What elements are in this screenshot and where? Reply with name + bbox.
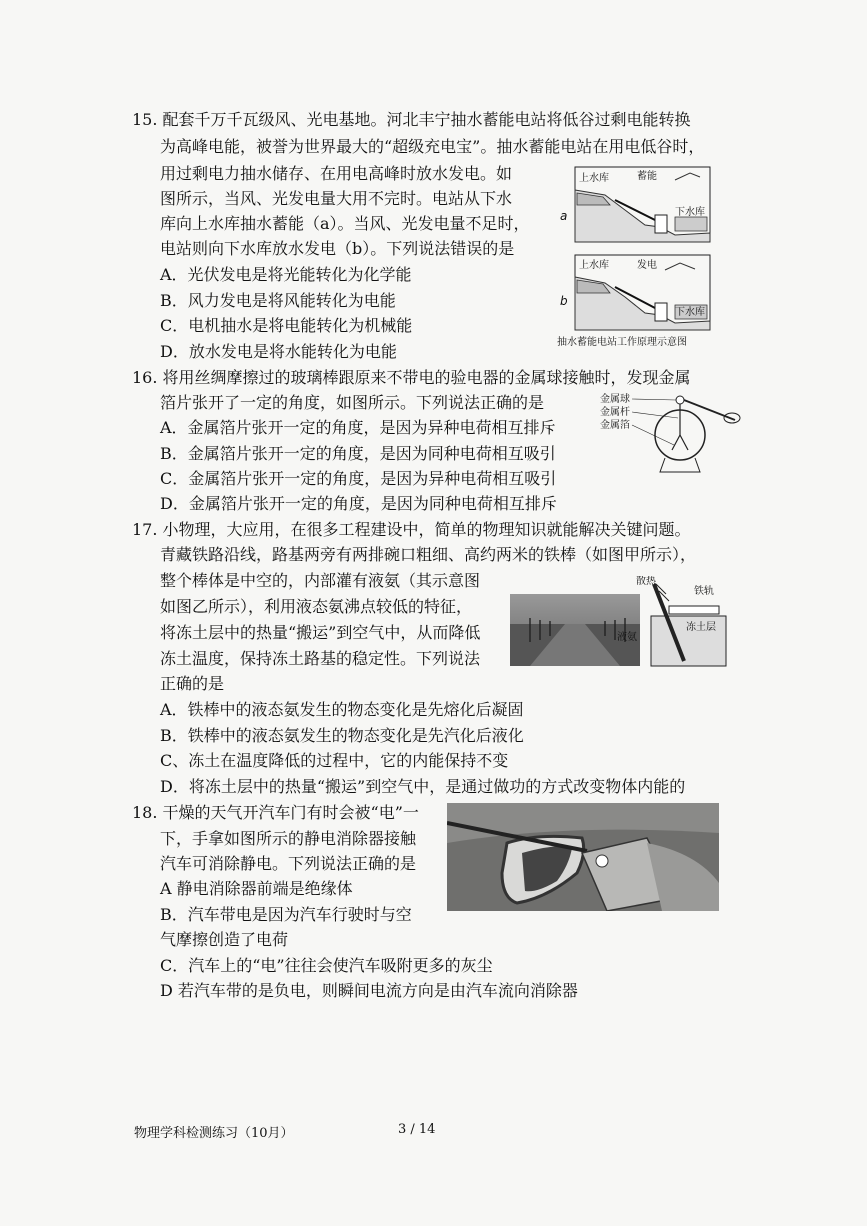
fig15-label-b: b xyxy=(560,294,568,308)
fig16-rod: 金属杆 xyxy=(600,407,630,418)
q15-line-5: 库向上水库抽水蓄能（a）。当风、光发电量不足时， xyxy=(160,214,530,233)
q17-line-3: 整个棒体是中空的，内部灌有液氨（其示意图 xyxy=(160,571,481,590)
q18-line-3: 汽车可消除静电。下列说法正确的是 xyxy=(160,854,417,873)
fig15-upper-res-b: 上水库 xyxy=(579,260,609,271)
q15-option-c: C．电机抽水是将电能转化为机械能 xyxy=(160,316,413,335)
fig15-storage: 蓄能 xyxy=(637,171,657,182)
q16-option-c: C．金属箔片张开一定的角度，是因为异种电荷相互吸引 xyxy=(160,469,557,488)
fig15-label-a: a xyxy=(560,209,568,223)
q15-option-d: D．放水发电是将水能转化为电能 xyxy=(160,342,397,361)
q18-option-a: A 静电消除器前端是绝缘体 xyxy=(160,879,353,898)
q17-option-a: A．铁棒中的液态氨发生的物态变化是先熔化后凝固 xyxy=(160,700,524,719)
fig15-caption: 抽水蓄能电站工作原理示意图 xyxy=(557,337,687,348)
q18-option-d: D 若汽车带的是负电，则瞬间电流方向是由汽车流向消除器 xyxy=(160,981,578,1000)
q17-option-b: B．铁棒中的液态氨发生的物态变化是先汽化后液化 xyxy=(160,726,524,745)
static-eliminator-photo xyxy=(447,803,719,911)
fig15-lower-res-a: 下水库 xyxy=(675,207,705,218)
fig16-foil: 金属箔 xyxy=(600,420,630,431)
ammonia-rod-diagram xyxy=(614,576,729,668)
q17-option-d: D．将冻土层中的热量“搬运”到空气中，是通过做功的方式改变物体内能的 xyxy=(160,777,686,796)
q15-line-2: 为高峰电能，被誉为世界最大的“超级充电宝”。抽水蓄能电站在用电低谷时， xyxy=(160,137,705,156)
fig17-ammonia: 液氨 xyxy=(617,632,637,643)
q16-option-b: B．金属箔片张开一定的角度，是因为同种电荷相互吸引 xyxy=(160,444,556,463)
q15-line-3: 用过剩电力抽水储存、在用电高峰时放水发电。如 xyxy=(160,164,513,183)
fig15-upper-res-a: 上水库 xyxy=(579,173,609,184)
page-number: 3 / 14 xyxy=(398,1122,436,1137)
q17-line-5: 将冻土层中的热量“搬运”到空气中，从而降低 xyxy=(160,623,481,642)
pumped-storage-diagram xyxy=(555,165,730,350)
q15-option-b: B．风力发电是将风能转化为电能 xyxy=(160,291,396,310)
q17-line-1: 17. 小物理，大应用，在很多工程建设中，简单的物理知识就能解决关键问题。 xyxy=(132,520,691,539)
fig17-frozen: 冻土层 xyxy=(686,622,716,633)
q17-line-4: 如图乙所示），利用液态氨沸点较低的特征， xyxy=(160,597,473,616)
q15-line-4: 图所示，当风、光发电量大用不完时。电站从下水 xyxy=(160,189,513,208)
electroscope-diagram xyxy=(600,390,745,490)
q16-option-d: D．金属箔片张开一定的角度，是因为同种电荷相互排斥 xyxy=(160,494,557,513)
fig15-generate: 发电 xyxy=(637,260,657,271)
q18-option-b-continued: 气摩擦创造了电荷 xyxy=(160,930,289,949)
q15-line-6: 电站则向下水库放水发电（b）。下列说法错误的是 xyxy=(160,239,515,258)
q16-option-a: A．金属箔片张开一定的角度，是因为异种电荷相互排斥 xyxy=(160,418,556,437)
fig17-rail: 铁轨 xyxy=(694,586,714,597)
q18-option-b: B．汽车带电是因为汽车行驶时与空 xyxy=(160,905,412,924)
q16-line-2: 箔片张开了一定的角度，如图所示。下列说法正确的是 xyxy=(160,393,545,412)
q18-line-2: 下，手拿如图所示的静电消除器接触 xyxy=(160,829,417,848)
q17-option-c: C、冻土在温度降低的过程中，它的内能保持不变 xyxy=(160,751,509,770)
q17-line-2: 青藏铁路沿线，路基两旁有两排碗口粗细、高约两米的铁棒（如图甲所示）， xyxy=(160,545,697,564)
footer-title: 物理学科检测练习（10月） xyxy=(134,1126,294,1141)
q16-line-1: 16. 将用丝绸摩擦过的玻璃棒跟原来不带电的验电器的金属球接触时，发现金属 xyxy=(132,368,691,387)
fig17-heat: 散热 xyxy=(636,576,656,587)
q18-line-1: 18. 干燥的天气开汽车门有时会被“电”一 xyxy=(132,803,419,822)
q17-line-7: 正确的是 xyxy=(160,674,225,693)
fig15-lower-res-b: 下水库 xyxy=(675,307,705,318)
q18-option-c: C．汽车上的“电”往往会使汽车吸附更多的灰尘 xyxy=(160,956,493,975)
fig16-ball: 金属球 xyxy=(600,394,630,405)
q15-line-1: 15. 配套千万千瓦级风、光电基地。河北丰宁抽水蓄能电站将低谷过剩电能转换 xyxy=(132,110,691,129)
q17-line-6: 冻土温度，保持冻土路基的稳定性。下列说法 xyxy=(160,649,481,668)
q15-option-a: A．光伏发电是将光能转化为化学能 xyxy=(160,265,412,284)
